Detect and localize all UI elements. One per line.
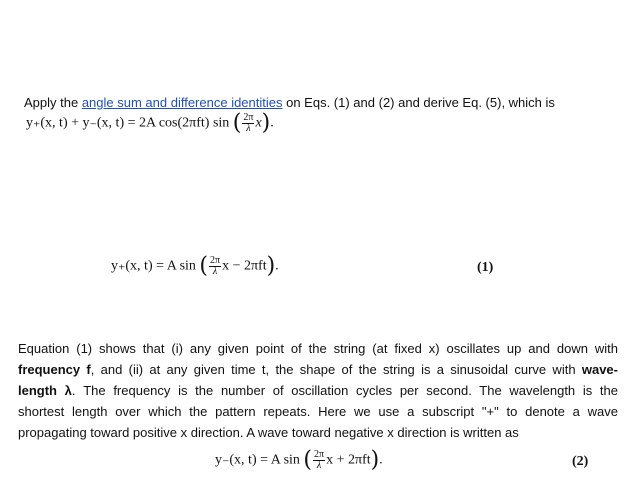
- equation-1-lhs: y₊(x, t) = A sin: [111, 258, 196, 274]
- equation-1-row: [0, 252, 636, 284]
- intro-suffix: on Eqs. (1) and (2) and derive Eq. (5), which is: [282, 95, 555, 110]
- target-formula-var: x: [255, 115, 262, 131]
- intro-prefix: Apply the: [24, 95, 79, 110]
- open-paren: (: [199, 253, 208, 279]
- paragraph-line-1: Equation (1) shows that (i) any given point of the string (at fixed x) oscillates up and down with: [18, 341, 618, 356]
- paragraph-line-2: frequency f, and (ii) at any given time t, the shape of the string is a sinusoidal curve with wave-: [18, 362, 618, 377]
- target-formula: [26, 110, 274, 136]
- equation-1-rest: x − 2πft: [222, 258, 267, 274]
- intro-text: [24, 95, 555, 111]
- two-pi-over-lambda: $\frac{2\pi}{\lambda}$: [243, 112, 254, 134]
- equation-2: [215, 447, 383, 473]
- two-pi-over-lambda: $\frac{2\pi}{\lambda}$: [314, 449, 325, 471]
- open-paren: (: [232, 110, 242, 136]
- target-formula-end: .: [270, 115, 274, 131]
- equation-1-number: (1): [477, 260, 494, 275]
- equation-2-rest: x + 2πft: [326, 452, 371, 468]
- close-paren: ): [266, 253, 276, 279]
- equation-2-number: (2): [572, 454, 589, 469]
- close-paren: ): [261, 110, 271, 136]
- equation-2-end: .: [379, 452, 383, 468]
- explanation-paragraph: [18, 338, 618, 443]
- target-formula-lhs: y₊(x, t) + y₋(x, t) = 2A cos(2πft) sin: [26, 115, 230, 131]
- paragraph-line-5: propagating toward positive x direction. A wave toward negative x direction is written as: [18, 425, 519, 440]
- equation-2-lhs: y₋(x, t) = A sin: [215, 452, 300, 468]
- open-paren: (: [303, 447, 312, 473]
- paragraph-line-4: shortest length over which the pattern repeats. Here we use a subscript "+" to denote a wave: [18, 404, 618, 419]
- paragraph-line-3: length λ. The frequency is the number of oscillation cycles per second. The wavelength is the: [18, 383, 618, 398]
- equation-2-row: [0, 446, 636, 478]
- two-pi-over-lambda: $\frac{2\pi}{\lambda}$: [210, 255, 221, 277]
- equation-1: [111, 253, 279, 279]
- angle-identities-link[interactable]: angle sum and difference identities: [81, 95, 283, 110]
- equation-1-end: .: [275, 258, 279, 274]
- close-paren: ): [370, 447, 380, 473]
